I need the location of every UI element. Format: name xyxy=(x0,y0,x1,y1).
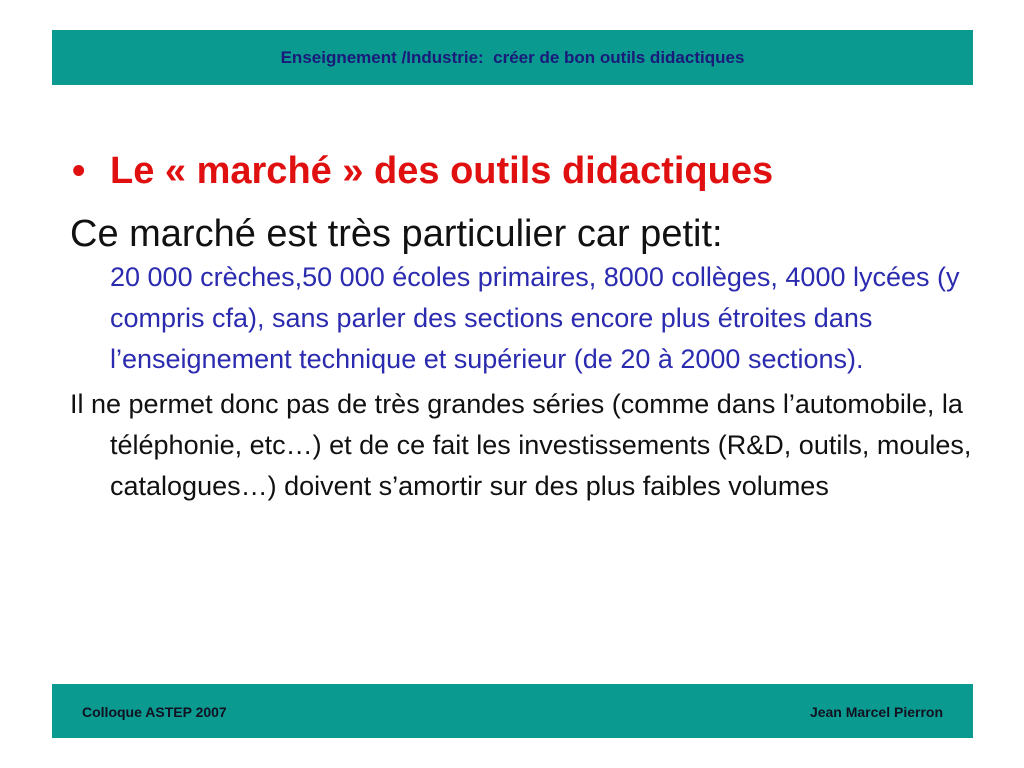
intro-text: Ce marché est très particulier car petit: xyxy=(70,213,723,255)
slide-content xyxy=(70,145,970,507)
footer-event: Colloque ASTEP 2007 xyxy=(82,704,227,720)
footer-bar xyxy=(52,684,973,738)
slide-title: Enseignement /Industrie: créer de bon outils didactiques xyxy=(280,47,745,67)
consequence-text: Il ne permet donc pas de très grandes séries (comme dans l’automobile, la téléphonie, etc…) et de ce fait les investissements (R&D, outils, moules, catalogues…) doivent s’amortir sur des plus faibles volumes xyxy=(70,389,972,501)
header-bar xyxy=(52,30,973,85)
stats-text: 20 000 crèches,50 000 écoles primaires, 8000 collèges, 4000 lycées (y compris cfa), sans parler des sections encore plus étroites dans l’enseignement technique et supérieur (de 20 à 2000 sections). xyxy=(110,262,960,374)
bullet-heading-line xyxy=(72,145,970,197)
bullet-icon: • xyxy=(72,150,86,192)
bullet-heading: Le « marché » des outils didactiques xyxy=(110,150,774,192)
footer-author: Jean Marcel Pierron xyxy=(809,704,943,720)
